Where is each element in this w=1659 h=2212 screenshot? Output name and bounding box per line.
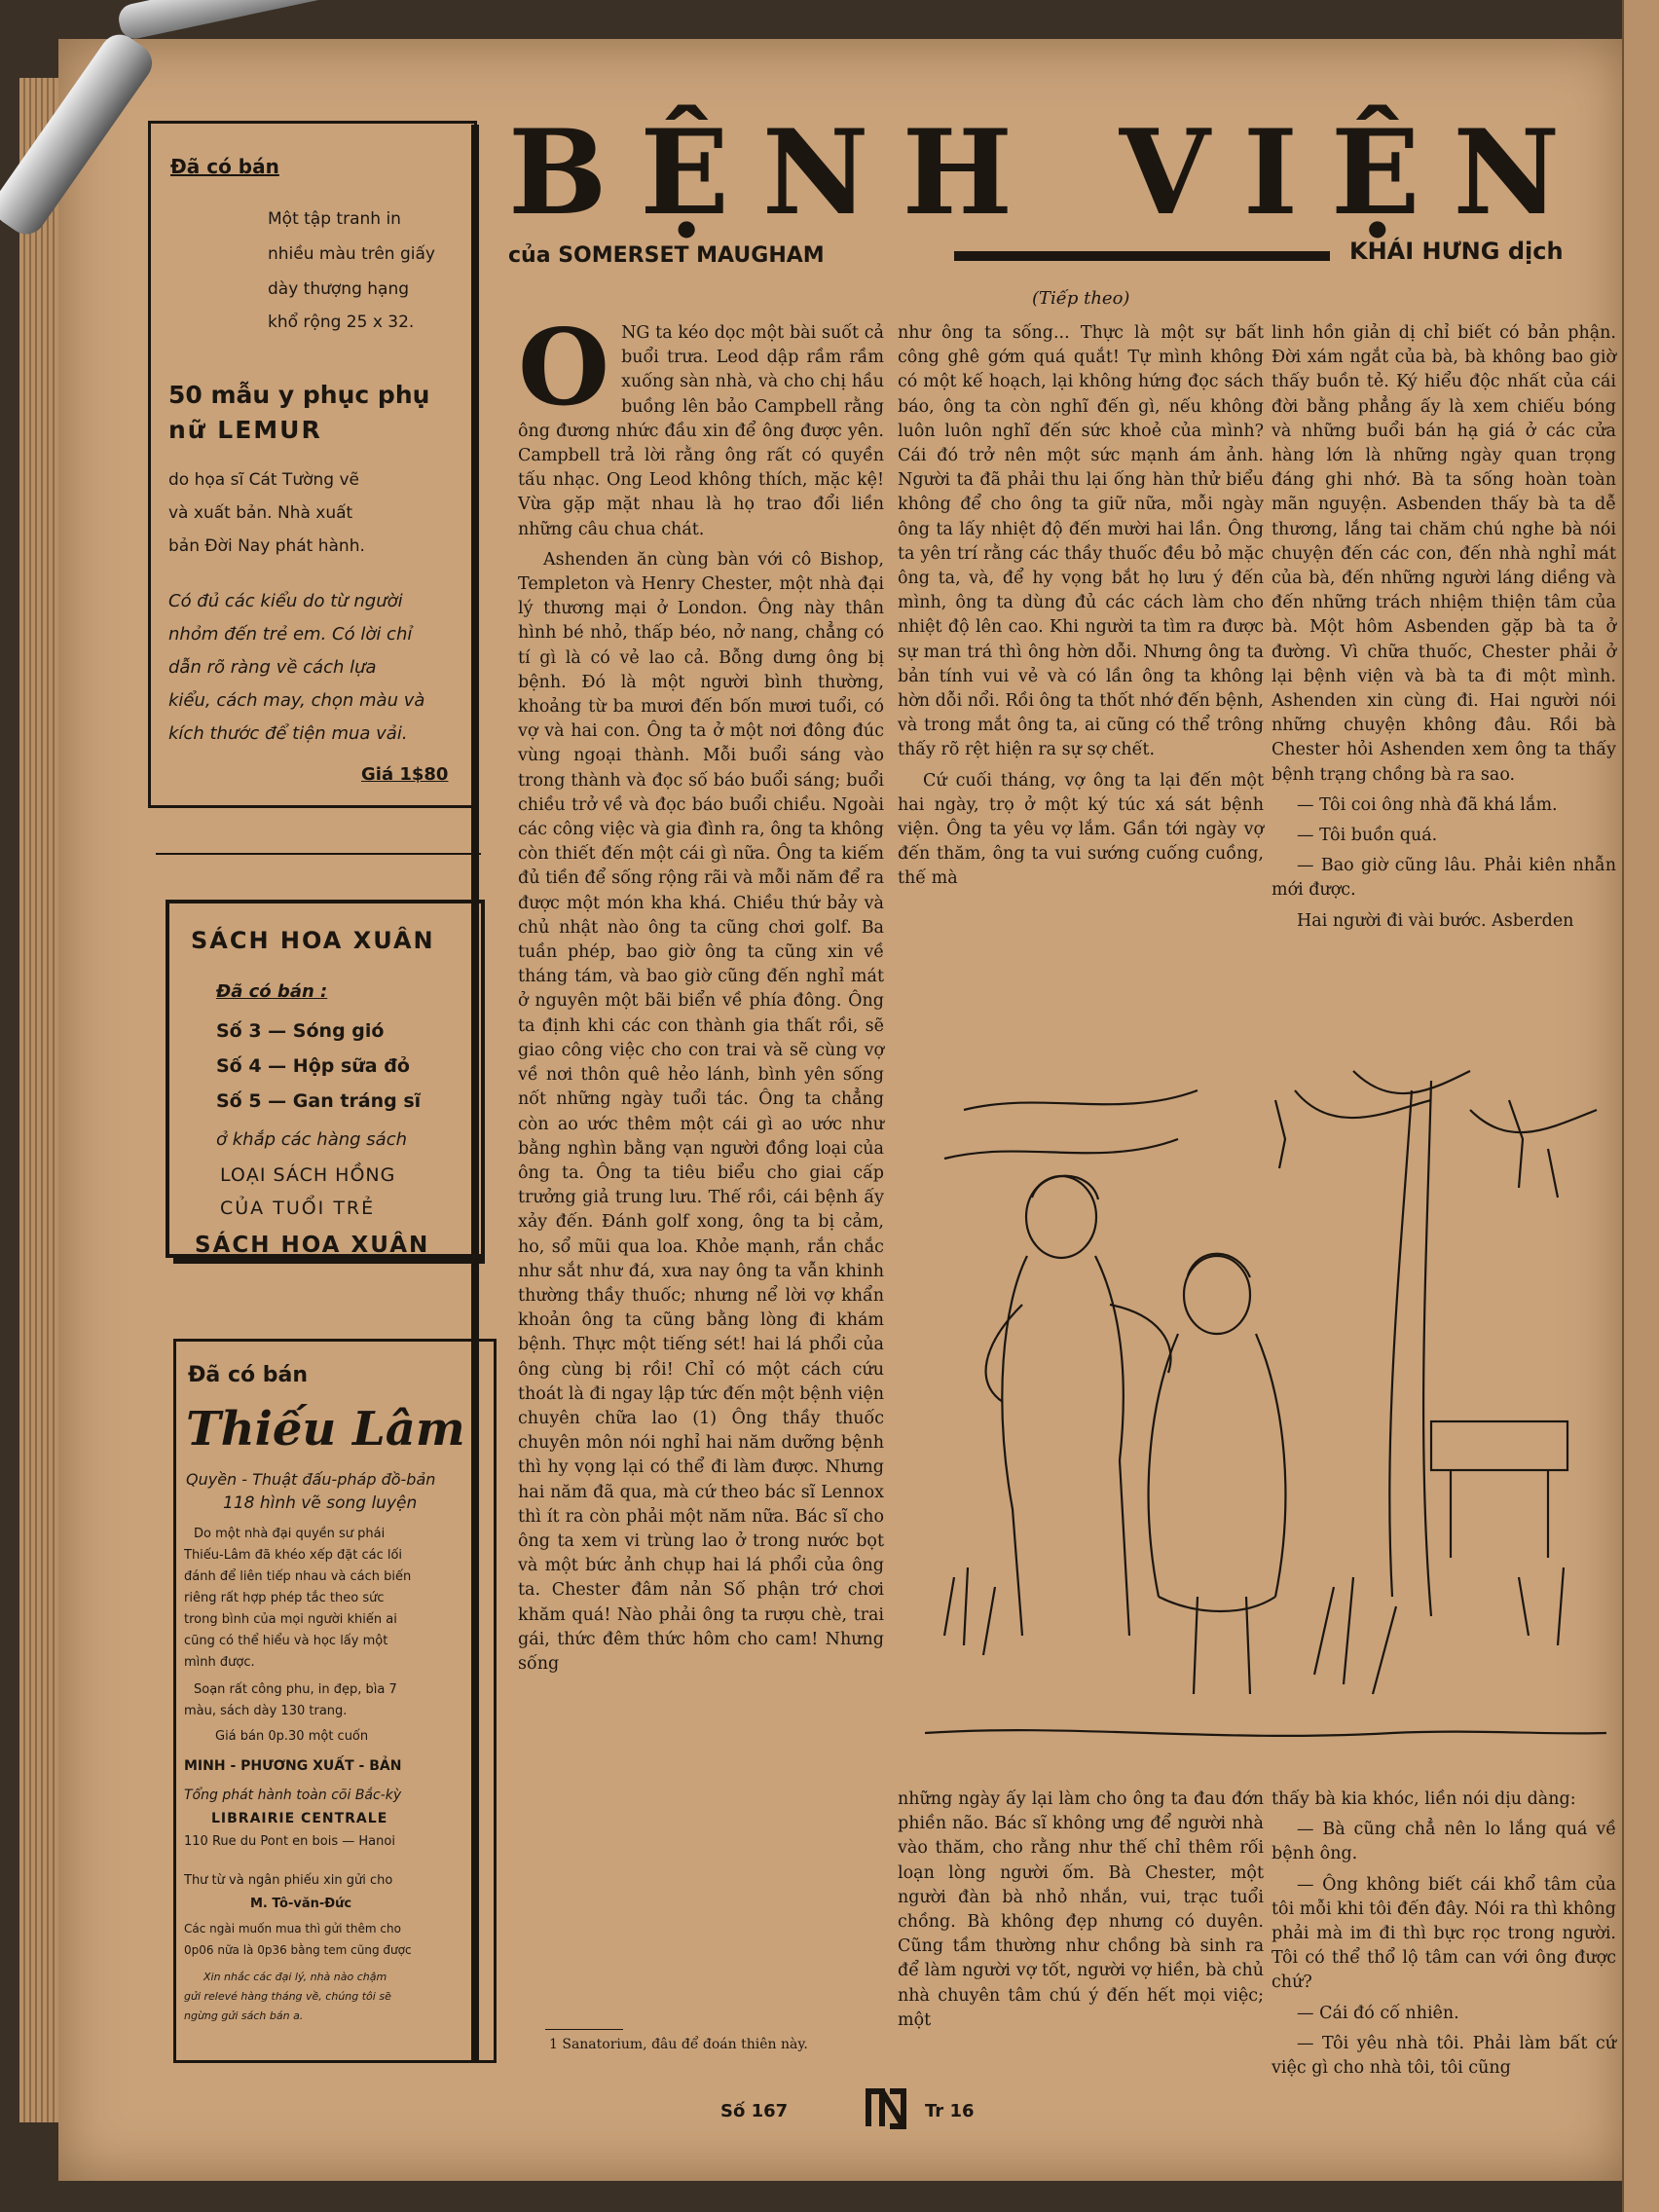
paragraph: — Bà cũng chẳ nên lo lắng quá về bệnh ông.	[1272, 1820, 1616, 1864]
paragraph: thấy bà kia khóc, liền nói dịu dàng:	[1272, 1789, 1576, 1809]
ad3-header: Đã có bán	[188, 1363, 309, 1387]
page-footer	[720, 2101, 788, 2121]
paragraph: — Ông không biết cái khổ tâm của tôi mỗi khi tôi đến đây. Nói ra thì không phải mà im đi thì bực rọc trong người. Tôi có thể thổ lộ tâm can với ông được chứ?	[1272, 1874, 1616, 1993]
drop-cap: O	[518, 307, 610, 429]
ad1-note-line: kích thước để tiện mua vải.	[168, 723, 408, 744]
divider	[156, 853, 481, 855]
paragraph: — Cái đó cố nhiên.	[1297, 2003, 1459, 2023]
ad3-post-line: Các ngài muốn mua thì gửi thêm cho	[184, 1922, 401, 1936]
ad3-post-line: 0p06 nữa là 0p36 bằng tem cũng được	[184, 1943, 412, 1957]
ad3-fine-line: Xin nhắc các đại lý, nhà nào chậm	[203, 1971, 387, 1983]
ad3-specs-line: màu, sách dày 130 trang.	[184, 1704, 348, 1718]
ad2-where: ở khắp các hàng sách	[216, 1129, 407, 1150]
ad1-pub-line: bản Đời Nay phát hành.	[168, 536, 365, 556]
ad1-title-brand: nữ LEMUR	[168, 416, 322, 444]
ad3-mail-name: M. Tô-văn-Đức	[250, 1897, 352, 1911]
ad2-sub: Đã có bán :	[216, 981, 328, 1002]
article-headline: BỆNH VIỆN	[508, 104, 1594, 241]
ad3-sub: Quyền - Thuật đấu-pháp đồ-bản	[186, 1470, 436, 1489]
ad-thieu-lam	[173, 1339, 497, 2063]
paragraph: — Tôi yêu nhà tôi. Phải làm bất cứ việc gì cho nhà tôi, tôi cũng	[1272, 2033, 1616, 2079]
ad2-footer: SÁCH HOA XUÂN	[195, 1233, 430, 1258]
ad1-desc-line: Một tập tranh in	[268, 209, 401, 229]
article-column-3-bottom	[1272, 1788, 1616, 2086]
ad2-item: Số 3 — Sóng gió	[216, 1020, 385, 1042]
paragraph: — Tôi buồn quá.	[1297, 826, 1438, 846]
footnote: 1 Sanatorium, đâu để đoán thiên này.	[549, 2037, 808, 2052]
ad3-body-line: đánh để liên tiếp nhau và cách biến	[184, 1569, 412, 1584]
ad1-desc-line: dày thượng hạng	[268, 279, 410, 299]
footnote-rule	[545, 2029, 623, 2030]
ad3-sub: 118 hình vẽ song luyện	[223, 1493, 418, 1513]
ad2-item: Số 4 — Hộp sữa đỏ	[216, 1055, 410, 1077]
ad1-note-line: dẫn rõ ràng về cách lựa	[168, 657, 377, 678]
ad1-note-line: kiểu, cách may, chọn màu và	[168, 690, 425, 711]
paragraph: những ngày ấy lại làm cho ông ta đau đớn phiền não. Bác sĩ không ưng để người nhà vào thăm, cho rằng như thế chỉ thêm rối loạn lòng người ốm. Bà Chester, một người đàn bà nhỏ nhắn, vui, trạc tuổi chồng. Bà không đẹp nhưng có duyên. Cũng tầm thường như chồng bà sinh ra để làm người vợ tốt, người vợ hiền, bà chủ nhà chuyên tâm chú ý đến hết mọi việc; một	[898, 1789, 1264, 2030]
paragraph: — Tôi coi ông nhà đã khá lắm.	[1297, 794, 1558, 815]
ad3-body-line: Do một nhà đại quyền sư phái	[194, 1527, 386, 1541]
paragraph: NG ta kéo dọc một bài suốt cả buổi trưa. Leod dập rầm rầm xuống sàn nhà, và cho chị hầu buồng lên bảo Campbell rằng ông đương nhức đầu xin để ông được yên. Campbell trả lời rằng ông rất có quyền tấu nhạc. Ong Leod không thích, mặc kệ! Vừa gặp mặt nhau là họ trao đổi liền những câu chua chát.	[518, 323, 884, 539]
article-translator: KHÁI HƯNG dịch	[1349, 238, 1564, 265]
ad3-price: Giá bán 0p.30 một cuốn	[215, 1729, 369, 1744]
page-number: Tr 16	[925, 2101, 975, 2121]
paragraph: như ông ta sống... Thực là một sự bất công ghê gớm quá quắt! Tự mình không có một kế hoạch, lại không hứng đọc sách báo, ông ta còn nghĩ đến gì, nếu không luôn luôn nghĩ đến sức khoẻ của mình? Cái đó trở nên một sức mạnh ám ảnh. Người ta đã phải thu lại ống hàn thử biểu không để cho ông ta giữ nữa, mỗi ngày ông ta lấy nhiệt độ đến mười hai lần. Ông ta yên trí rằng các thầy thuốc đều bỏ mặc ông ta, và, để hy vọng bắt họ lưu ý đến mình, ông ta dùng đủ các cách làm cho nhiệt độ lên cao. Khi người ta tìm ra được sự man trá thì ông hờn dỗi. Nhưng ông ta bản tính vui vẻ và có lần ông ta không hờn dỗi nổi. Rồi ông ta thốt nhớ đến bệnh, và trong mắt ông ta, ai cũng có thể trông thấy rõ rệt hiện ra sự sợ chết.	[898, 323, 1264, 760]
ad3-body-line: Thiếu-Lâm đã khéo xếp đặt các lối	[184, 1548, 403, 1563]
adjacent-page-edge	[1622, 0, 1659, 2212]
ad-lemur-fashion	[148, 121, 477, 808]
article-column-3	[1272, 321, 1616, 940]
ad2-item: Số 5 — Gan tráng sĩ	[216, 1090, 422, 1112]
illustration-couple-under-tree	[925, 1051, 1606, 1772]
ad3-body-line: trong bình của mọi người khiến ai	[184, 1612, 397, 1627]
article-column-2-bottom	[898, 1788, 1264, 2039]
ad3-address: 110 Rue du Pont en bois — Hanoi	[184, 1834, 395, 1849]
ad1-note-line: nhỏm đến trẻ em. Có lời chỉ	[168, 624, 413, 645]
article-byline: của SOMERSET MAUGHAM	[508, 243, 825, 268]
issue-number: Số 167	[720, 2101, 789, 2121]
paragraph: Hai người đi vài bước. Asberden	[1297, 910, 1574, 931]
paragraph: — Bao giờ cũng lâu. Phải kiên nhẫn mới được.	[1272, 856, 1616, 901]
ad1-desc-line: khổ rộng 25 x 32.	[268, 313, 415, 332]
ngay-nay-logo-icon	[863, 2085, 909, 2132]
ad1-title: 50 mẫu y phục phụ	[168, 381, 430, 409]
ad3-dist: Tổng phát hành toàn cõi Bắc-kỳ	[184, 1788, 402, 1803]
ad1-desc-line: nhiều màu trên giấy	[268, 244, 435, 264]
ad3-specs-line: Soạn rất công phu, in đẹp, bìa 7	[194, 1682, 397, 1697]
divider	[173, 1258, 485, 1264]
ad-sach-hoa-xuan	[166, 900, 485, 1258]
ad2-title: SÁCH HOA XUÂN	[191, 927, 435, 954]
ad3-title: Thiếu Lâm	[186, 1402, 465, 1456]
ad2-series: CỦA TUỔI TRẺ	[220, 1198, 376, 1219]
ad1-note-line: Có đủ các kiểu do từ người	[168, 591, 403, 611]
ad3-mail: Thư từ và ngân phiếu xin gửi cho	[184, 1873, 393, 1888]
continued-label: (Tiếp theo)	[1032, 288, 1130, 309]
ad1-header: Đã có bán	[170, 155, 279, 178]
ad1-price: Giá 1$80	[361, 764, 449, 785]
column-rule	[471, 125, 479, 2062]
ad3-body-line: mình được.	[184, 1655, 255, 1670]
byline-rule	[954, 251, 1330, 261]
ad1-pub-line: và xuất bản. Nhà xuất	[168, 503, 353, 523]
article-column-1	[518, 307, 884, 1682]
ad3-body-line: cũng có thể hiểu và học lấy một	[184, 1634, 388, 1648]
article-column-2	[898, 321, 1264, 898]
ad3-fine-line: ngừng gửi sách bán a.	[184, 2009, 304, 2022]
ad3-fine-line: gửi relevé hàng tháng về, chúng tôi sẽ	[184, 1990, 391, 2003]
paragraph: Cứ cuối tháng, vợ ông ta lại đến một hai ngày, trọ ở một ký túc xá sát bệnh viện. Ông ta yêu vợ lắm. Gần tới ngày vợ đến thăm, ông ta vui sướng cuống cuồng, thế mà	[898, 770, 1264, 889]
ad1-pub-line: do họa sĩ Cát Tường vẽ	[168, 470, 359, 490]
ad3-body-line: riêng rất hợp phép tắc theo sức	[184, 1591, 385, 1605]
ad3-library: LIBRAIRIE CENTRALE	[211, 1811, 388, 1826]
ad3-publisher: MINH - PHƯƠNG XUẤT - BẢN	[184, 1758, 402, 1774]
ad2-series: LOẠI SÁCH HỒNG	[220, 1164, 396, 1186]
paragraph: Ashenden ăn cùng bàn với cô Bishop, Templeton và Henry Chester, một nhà đại lý thương mại ở London. Ông này thân hình bé nhỏ, thấp béo, nở nang, chẳng có tí gì là có vẻ lao cả. Bỗng dưng ông bị bệnh. Đó là một người bình thường, khoảng từ ba mươi đến bốn mươi tuổi, có vợ và hai con. Ông ta ở một nơi đông đúc vùng ngoại thành. Mỗi buổi sáng vào trong thành và đọc số báo buổi sáng; buổi chiều trở về và đọc báo buổi chiều. Ngoài các công việc và gia đình ra, ông ta không còn thiết đến một cái gì nữa. Ông ta kiếm đủ tiền để sống rộng rãi và mỗi năm để ra được một món kha khá. Chiều thứ bảy và chủ nhật nào ông ta cũng chơi golf. Ba tuần phép, bao giờ ông ta cũng xin về tháng tám, và bao giờ cũng đến nghỉ mát ở nguyên một bãi biển về phía đông. Ông ta định khi các con thành gia thất rồi, sẽ giao công việc cho con trai và sẽ cùng vợ về nơi thôn quê hẻo lánh, bình yên sống nốt những ngày tuổi tác. Ông ta chẳng còn ao ước thêm một cái gì ao ước như bằng nghìn bằng vạn người đồng loại của ông ta. Ông ta tiêu biểu cho giai cấp trưởng giả trung lưu. Thế rồi, cái bệnh ấy xảy đến. Đánh golf xong, ông ta bị cảm, ho, sổ mũi qua loa. Khỏe mạnh, rắn chắc như sắt như đá, xưa nay ông ta vẫn khinh thường thầy thuốc; nhưng nể lời vợ khẩn khoản ông ta cũng bằng lòng đi khám bệnh. Thực một tiếng sét! hai lá phổi của ông cùng bị rồi! Chỉ có một cách cứu thoát là đi ngay lập tức đến một bệnh viện chuyên chữa lao (1) Ông thầy thuốc chuyên môn nói nghỉ hai năm dưỡng bệnh thì hy vọng lại có thể đi làm được. Nhưng hai năm đã qua, mà cứ theo bác sĩ Lennox thì ít ra còn phải một năm nữa. Bác sĩ cho ông ta xem vi trùng lao ở trong nước bọt và một bức ảnh chụp hai lá phổi của ông ta. Chester đâm nản Số phận trớ chơi khăm quá! Nào phải ông ta rượu chè, trai gái, thức đêm thức hôm cho cam! Nhưng sống	[518, 549, 884, 1674]
paragraph: linh hồn giản dị chỉ biết có bản phận. Đời xám ngắt của bà, bà không bao giờ thấy buồn tẻ. Ký hiểu độc nhất của cái đời bằng phẳng ấy là xem chiếu bóng và những buổi bán hạ giá ở các cửa hàng lớn là những ngày quan trọng đáng ghi nhớ. Bà ta sống hoàn toàn mãn nguyện. Asbenden thấy bà ta dễ thương, lắng tai chăm chú nghe bà nói chuyện đến các con, đến nhà nghỉ mát của bà, đến những người láng diềng và đến những trách nhiệm thiện tâm của bà. Một hôm Asbenden gặp bà ta ở đường. Vì chữa thuốc, Chester phải ở lại bệnh viện và bà ta đi một mình. Ashenden xin cùng đi. Hai người nói những chuyện không đâu. Rồi bà Chester hỏi Ashenden xem ông ta thấy bệnh trạng chồng bà ra sao.	[1272, 323, 1616, 785]
